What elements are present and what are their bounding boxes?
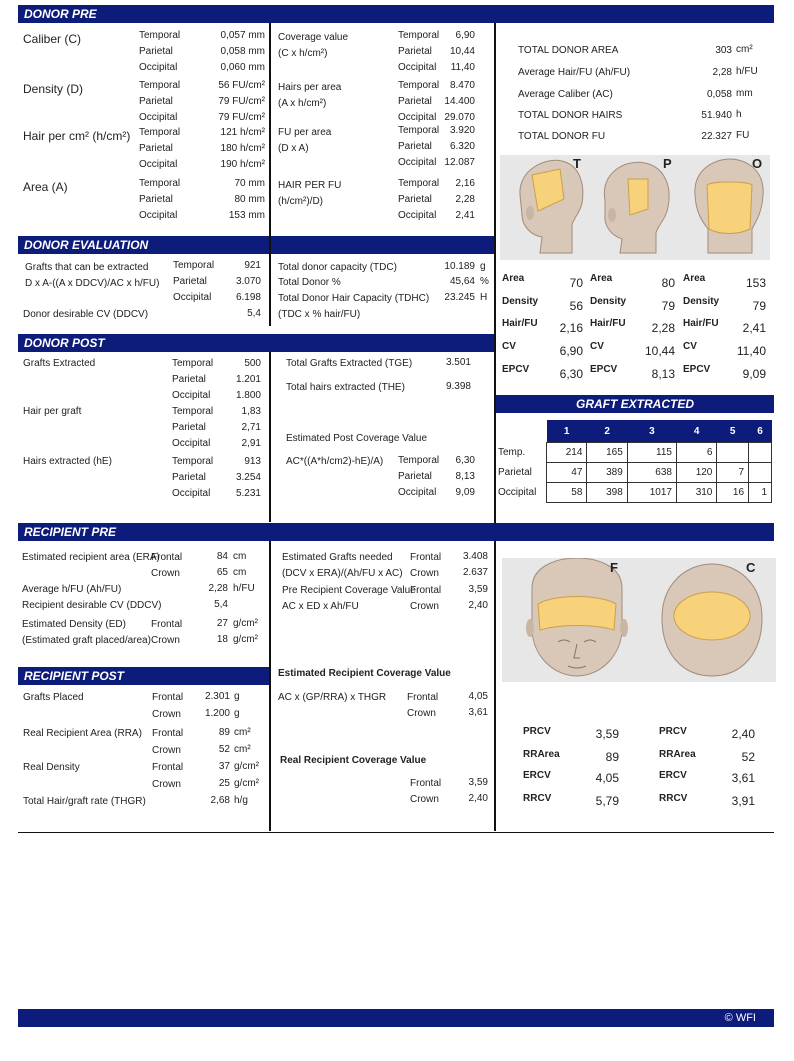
recipient-stat-label: PRCV	[659, 726, 687, 737]
hair_per_fu-formula: (h/cm²)/D)	[278, 196, 323, 207]
capacity-unit: %	[480, 276, 489, 287]
zone-stat-label: Area	[502, 273, 525, 284]
divider	[269, 541, 271, 831]
gp-unit: g	[234, 691, 240, 702]
table-cell: 1	[749, 483, 772, 503]
crown-stat-value: 2,40	[731, 727, 755, 741]
table-cell	[717, 443, 749, 463]
zone-label: Parietal	[398, 96, 432, 107]
table-cell: 58	[547, 483, 587, 503]
he-value: 3.254	[235, 472, 261, 483]
zone-label: Parietal	[398, 141, 432, 152]
epcv-label: Estimated Post Coverage Value	[286, 433, 428, 444]
density-value: 79 FU/cm²	[218, 112, 265, 123]
table-cell: 165	[587, 443, 627, 463]
zone-label: Temporal	[398, 125, 440, 136]
coverage-value: 11,40	[450, 62, 475, 73]
egn-label: Estimated Grafts needed	[282, 552, 393, 563]
epcv-value: 6,30	[455, 455, 475, 466]
hairs_per_area-value: 14.400	[444, 96, 475, 107]
ercv-formula: AC x (GP/RRA) x THGR	[278, 692, 387, 703]
hair_per_cm-label: Hair per cm² (h/cm²)	[23, 129, 131, 143]
area-value: 70 mm	[234, 178, 265, 189]
grafts-extractable-value: 921	[244, 260, 261, 271]
zone-label: Parietal	[139, 143, 173, 154]
grafts-extractable-value: 3.070	[235, 276, 261, 287]
prcv-label: Pre Recipient Coverage Value	[282, 585, 416, 596]
zone-stat-label: Density	[590, 296, 627, 307]
zone-label: Parietal	[172, 374, 206, 385]
table-cell: 214	[547, 443, 587, 463]
zone-label: Occipital	[172, 438, 211, 449]
ed-value: 27	[216, 618, 228, 629]
table-row	[496, 483, 772, 503]
zone-stat-value: 79	[752, 299, 766, 313]
table-cell	[749, 443, 772, 463]
hair_per_fu-value: 2,16	[455, 178, 475, 189]
ddcv-label: Donor desirable CV (DDCV)	[23, 309, 149, 320]
table-cell: 389	[587, 463, 627, 483]
epcv-value: 8,13	[455, 471, 475, 482]
capacity-value: 10.189	[444, 261, 475, 272]
zone-label: Temporal	[139, 30, 181, 41]
ed-unit: g/cm²	[233, 618, 258, 629]
zone-label: Temporal	[398, 455, 440, 466]
donor-zones-image	[500, 155, 770, 260]
ahfu-label: Average h/FU (Ah/FU)	[22, 584, 122, 595]
zone-label: Occipital	[398, 487, 437, 498]
gp-value: 1.200	[204, 708, 230, 719]
table-cell: 47	[547, 463, 587, 483]
zone-stat-label: Area	[683, 273, 706, 284]
column-header: 1	[547, 420, 587, 443]
donor-pre-header: DONOR PRE	[18, 5, 774, 23]
hair_per_fu-value: 2,28	[455, 194, 475, 205]
zone-label: Parietal	[398, 194, 432, 205]
tge-label: Total Grafts Extracted (TGE)	[286, 358, 413, 369]
head-letter-o: O	[752, 156, 763, 171]
divider	[18, 832, 774, 833]
head-letter-p: P	[663, 156, 672, 171]
zone-stat-label: CV	[590, 341, 604, 352]
zone-label: Occipital	[172, 390, 211, 401]
zone-label: Parietal	[139, 96, 173, 107]
total-label: TOTAL DONOR AREA	[518, 45, 619, 56]
zone-label: Crown	[410, 794, 439, 805]
table-cell: 16	[717, 483, 749, 503]
capacity-unit: H	[480, 292, 488, 303]
he-value: 913	[244, 456, 261, 467]
rra-value: 89	[218, 727, 230, 738]
hairs_per_area-formula: (A x h/cm²)	[278, 98, 327, 109]
zone-stat-value: 79	[661, 299, 675, 313]
crown-stat-value: 3,61	[731, 771, 755, 785]
epcv-value: 9,09	[455, 487, 475, 498]
zone-label: Temporal	[139, 178, 181, 189]
recipient-zones-image	[502, 558, 776, 682]
rd-value: 37	[218, 761, 230, 772]
recipient-stat-label: ERCV	[523, 770, 551, 781]
hpg-value: 2,71	[241, 422, 261, 433]
grafts-value: 1.800	[235, 390, 261, 401]
zone-label: Crown	[410, 601, 439, 612]
rrcv-value: 2,40	[468, 793, 488, 804]
egn-formula: (DCV x ERA)/(Ah/FU x AC)	[282, 568, 403, 579]
table-cell: 1017	[627, 483, 676, 503]
column-header: 4	[676, 420, 716, 443]
recipient-stat-label: ERCV	[659, 770, 687, 781]
zone-stat-value: 9,09	[742, 367, 766, 381]
era-unit: cm	[233, 551, 247, 562]
zone-stat-value: 70	[569, 276, 583, 290]
zone-label: Temporal	[172, 406, 214, 417]
total-unit: FU	[736, 130, 750, 141]
zone-label: Occipital	[398, 210, 437, 221]
rrcv-value: 3,59	[468, 777, 488, 788]
rd-unit: g/cm²	[234, 761, 259, 772]
total-unit: h/FU	[736, 66, 758, 77]
area-value: 80 mm	[234, 194, 265, 205]
zone-label: Occipital	[398, 112, 437, 123]
hair_per_cm-value: 121 h/cm²	[220, 127, 265, 138]
total-label: TOTAL DONOR FU	[518, 131, 606, 142]
recipient-pre-header: RECIPIENT PRE	[18, 523, 774, 541]
fu_per_area-label: FU per area	[278, 127, 332, 138]
hpg-label: Hair per graft	[23, 406, 82, 417]
zone-label: Parietal	[139, 194, 173, 205]
caliber-value: 0,058 mm	[220, 46, 265, 57]
row-label: Temp.	[498, 447, 526, 458]
zone-stat-label: EPCV	[502, 364, 530, 375]
copyright-text: © WFI	[724, 1012, 756, 1024]
capacity-label: (TDC x % hair/FU)	[278, 309, 361, 320]
grafts-extractable-label: Grafts that can be extracted	[25, 262, 149, 273]
divider	[269, 352, 271, 522]
hair_per_cm-value: 190 h/cm²	[220, 159, 265, 170]
zone-stat-value: 8,13	[651, 367, 675, 381]
zone-stat-label: EPCV	[683, 364, 711, 375]
column-header: 6	[749, 420, 772, 443]
capacity-unit: g	[480, 261, 486, 272]
density-value: 56 FU/cm²	[218, 80, 265, 91]
capacity-value: 23.245	[444, 292, 475, 303]
zone-stat-label: CV	[683, 341, 697, 352]
ahfu-unit: h/FU	[233, 583, 255, 594]
zone-stat-value: 80	[661, 276, 675, 290]
table-row	[496, 443, 772, 463]
coverage-formula: (C x h/cm²)	[278, 48, 328, 59]
density-label: Density (D)	[23, 82, 84, 96]
zone-label: Frontal	[151, 552, 183, 563]
ercv-value: 4,05	[468, 691, 488, 702]
ed-unit: g/cm²	[233, 634, 258, 645]
divider	[494, 541, 496, 831]
zone-label: Frontal	[410, 552, 442, 563]
recipient-stat-label: PRCV	[523, 726, 551, 737]
rdcv-label: Recipient desirable CV (DDCV)	[22, 600, 162, 611]
zone-label: Occipital	[398, 157, 437, 168]
zone-label: Frontal	[152, 692, 184, 703]
coverage-value: 6,90	[455, 30, 475, 41]
graft-extracted-table	[496, 420, 772, 503]
table-cell: 115	[627, 443, 676, 463]
zone-label: Temporal	[398, 30, 440, 41]
area-value: 153 mm	[228, 210, 265, 221]
rd-label: Real Density	[23, 762, 80, 773]
recipient-stat-label: RRArea	[659, 749, 696, 760]
table-cell: 638	[627, 463, 676, 483]
hairs_per_area-value: 29.070	[444, 112, 475, 123]
area-label: Area (A)	[23, 180, 68, 194]
total-value: 22.327	[701, 131, 732, 142]
caliber-value: 0,060 mm	[220, 62, 265, 73]
head-letter-t: T	[573, 156, 581, 171]
era-value: 65	[216, 567, 228, 578]
grafts-value: 500	[244, 358, 261, 369]
total-unit: cm²	[736, 44, 753, 55]
zone-stat-label: Density	[683, 296, 720, 307]
zone-label: Temporal	[139, 80, 181, 91]
zone-label: Occipital	[139, 62, 178, 73]
rra-label: Real Recipient Area (RRA)	[23, 728, 142, 739]
zone-label: Temporal	[139, 127, 181, 138]
capacity-label: Total Donor %	[278, 277, 341, 288]
total-value: 51.940	[701, 110, 732, 121]
zone-stat-label: Hair/FU	[590, 318, 626, 329]
table-cell: 7	[717, 463, 749, 483]
table-cell: 6	[676, 443, 716, 463]
zone-label: Crown	[152, 745, 181, 756]
he-label: Hairs extracted (hE)	[23, 456, 112, 467]
zone-label: Parietal	[398, 471, 432, 482]
prcv-value: 2,40	[468, 600, 488, 611]
caliber-label: Caliber (C)	[23, 32, 82, 46]
era-value: 84	[216, 551, 228, 562]
zone-stat-value: 6,90	[559, 344, 583, 358]
zone-label: Crown	[410, 568, 439, 579]
grafts-extractable-formula: D x A-((A x DDCV)/AC x h/FU)	[25, 278, 160, 289]
recipient-heads-illustration	[502, 558, 776, 682]
total-label: Average Caliber (AC)	[518, 89, 613, 100]
caliber-value: 0,057 mm	[220, 30, 265, 41]
ercv-label: Estimated Recipient Coverage Value	[278, 668, 451, 679]
total-unit: mm	[736, 88, 753, 99]
capacity-label: Total Donor Hair Capacity (TDHC)	[278, 293, 430, 304]
total-value: 303	[715, 45, 732, 56]
zone-stat-value: 6,30	[559, 367, 583, 381]
rra-unit: cm²	[234, 727, 251, 738]
ed-label: Estimated Density (ED)	[22, 619, 126, 630]
zone-stat-label: Hair/FU	[683, 318, 719, 329]
zone-label: Occipital	[139, 112, 178, 123]
zone-stat-label: Hair/FU	[502, 318, 538, 329]
crown-stat-value: 52	[741, 750, 755, 764]
tge-value: 3.501	[445, 357, 471, 368]
total-label: TOTAL DONOR HAIRS	[518, 110, 623, 121]
egn-value: 2.637	[462, 567, 488, 578]
ed-sublabel: (Estimated graft placed/area)	[22, 635, 151, 646]
prcv-formula: AC x ED x Ah/FU	[282, 601, 359, 612]
crown-stat-value: 3,91	[731, 794, 755, 808]
zone-stat-value: 10,44	[644, 344, 675, 358]
zone-stat-label: Density	[502, 296, 539, 307]
zone-label: Occipital	[139, 159, 178, 170]
fu_per_area-formula: (D x A)	[278, 143, 309, 154]
zone-stat-value: 56	[569, 299, 583, 313]
column-header: 2	[587, 420, 627, 443]
era-label: Estimated recipient area (ERA)	[22, 552, 160, 563]
zone-label: Crown	[152, 709, 181, 720]
hair_per_fu-label: HAIR PER FU	[278, 180, 342, 191]
gp-label: Grafts Placed	[23, 692, 84, 703]
rd-value: 25	[218, 778, 230, 789]
egn-value: 3.408	[462, 551, 488, 562]
fu_per_area-value: 12.087	[444, 157, 475, 168]
column-header: 5	[717, 420, 749, 443]
the-value: 9.398	[445, 381, 471, 392]
zone-label: Frontal	[152, 762, 184, 773]
zone-label: Occipital	[172, 488, 211, 499]
donor-evaluation-header: DONOR EVALUATION	[18, 236, 496, 254]
he-value: 5.231	[235, 488, 261, 499]
footer-bar	[18, 1009, 774, 1027]
table-corner	[496, 420, 547, 443]
recipient-stat-label: RRCV	[523, 793, 552, 804]
rd-unit: g/cm²	[234, 778, 259, 789]
zone-label: Frontal	[407, 692, 439, 703]
zone-label: Crown	[151, 635, 180, 646]
recipient-post-header: RECIPIENT POST	[18, 667, 270, 685]
zone-label: Crown	[152, 779, 181, 790]
zone-stat-value: 153	[745, 276, 766, 290]
rdcv-value: 5,4	[214, 599, 228, 610]
frontal-stat-value: 89	[605, 750, 619, 764]
table-cell	[749, 463, 772, 483]
zone-stat-value: 2,41	[742, 321, 766, 335]
gp-value: 2.301	[204, 691, 230, 702]
rrcv-label: Real Recipient Coverage Value	[280, 755, 427, 766]
recipient-stat-label: RRCV	[659, 793, 688, 804]
zone-label: Parietal	[173, 276, 207, 287]
table-cell: 310	[676, 483, 716, 503]
ahfu-value: 2,28	[208, 583, 228, 594]
density-value: 79 FU/cm²	[218, 96, 265, 107]
head-letter-c: C	[746, 560, 756, 575]
zone-label: Occipital	[398, 62, 437, 73]
ercv-value: 3,61	[468, 707, 488, 718]
row-label: Parietal	[498, 467, 532, 478]
zone-label: Parietal	[172, 472, 206, 483]
frontal-stat-value: 3,59	[595, 727, 619, 741]
thgr-unit: h/g	[234, 795, 248, 806]
head-letter-f: F	[610, 560, 618, 575]
thgr-value: 2,68	[210, 795, 230, 806]
zone-stat-label: EPCV	[590, 364, 618, 375]
thgr-label: Total Hair/graft rate (THGR)	[23, 796, 146, 807]
zone-stat-value: 2,28	[651, 321, 675, 335]
hairs_per_area-value: 8.470	[449, 80, 475, 91]
zone-label: Occipital	[139, 210, 178, 221]
total-unit: h	[736, 109, 742, 120]
divider	[269, 23, 271, 326]
grafts-value: 1.201	[235, 374, 261, 385]
zone-label: Parietal	[172, 422, 206, 433]
frontal-stat-value: 4,05	[595, 771, 619, 785]
gp-unit: g	[234, 708, 240, 719]
table-cell: 398	[587, 483, 627, 503]
rra-value: 52	[218, 744, 230, 755]
zone-label: Temporal	[398, 178, 440, 189]
epcv-formula: AC*((A*h/cm2)-hE)/A)	[286, 456, 384, 467]
donor-heads-illustration	[500, 155, 770, 260]
zone-label: Frontal	[152, 728, 184, 739]
donor-post-header: DONOR POST	[18, 334, 496, 352]
zone-label: Occipital	[173, 292, 212, 303]
zone-label: Frontal	[151, 619, 183, 630]
fu_per_area-value: 3.920	[449, 125, 475, 136]
column-header: 3	[627, 420, 676, 443]
coverage-label: Coverage value	[278, 32, 349, 43]
zone-label: Temporal	[172, 358, 214, 369]
grafts-label: Grafts Extracted	[23, 358, 96, 369]
zone-label: Crown	[151, 568, 180, 579]
ed-value: 18	[216, 634, 228, 645]
ddcv-value: 5,4	[247, 308, 261, 319]
hair_per_fu-value: 2,41	[455, 210, 475, 221]
recipient-stat-label: RRArea	[523, 749, 560, 760]
graft-extracted-header: GRAFT EXTRACTED	[496, 395, 774, 413]
zone-label: Frontal	[410, 585, 442, 596]
zone-label: Frontal	[410, 778, 442, 789]
zone-label: Parietal	[398, 46, 432, 57]
hpg-value: 2,91	[241, 438, 261, 449]
capacity-value: 45,64	[449, 276, 475, 287]
zone-stat-value: 11,40	[736, 344, 766, 358]
table-row	[496, 463, 772, 483]
the-label: Total hairs extracted (THE)	[286, 382, 405, 393]
capacity-label: Total donor capacity (TDC)	[278, 262, 397, 273]
zone-stat-label: CV	[502, 341, 516, 352]
zone-label: Crown	[407, 708, 436, 719]
hairs_per_area-label: Hairs per area	[278, 82, 342, 93]
coverage-value: 10,44	[449, 46, 475, 57]
zone-stat-value: 2,16	[559, 321, 583, 335]
fu_per_area-value: 6.320	[449, 141, 475, 152]
grafts-extractable-value: 6.198	[235, 292, 261, 303]
total-value: 2,28	[712, 67, 732, 78]
total-label: Average Hair/FU (Ah/FU)	[518, 67, 631, 78]
zone-label: Temporal	[173, 260, 215, 271]
total-value: 0,058	[706, 89, 732, 100]
zone-label: Parietal	[139, 46, 173, 57]
prcv-value: 3,59	[468, 584, 488, 595]
table-cell: 120	[676, 463, 716, 483]
hpg-value: 1,83	[241, 406, 261, 417]
frontal-stat-value: 5,79	[595, 794, 619, 808]
rra-unit: cm²	[234, 744, 251, 755]
zone-stat-label: Area	[590, 273, 613, 284]
row-label: Occipital	[498, 487, 537, 498]
zone-label: Temporal	[172, 456, 214, 467]
era-unit: cm	[233, 567, 247, 578]
zone-label: Temporal	[398, 80, 440, 91]
hair_per_cm-value: 180 h/cm²	[220, 143, 265, 154]
